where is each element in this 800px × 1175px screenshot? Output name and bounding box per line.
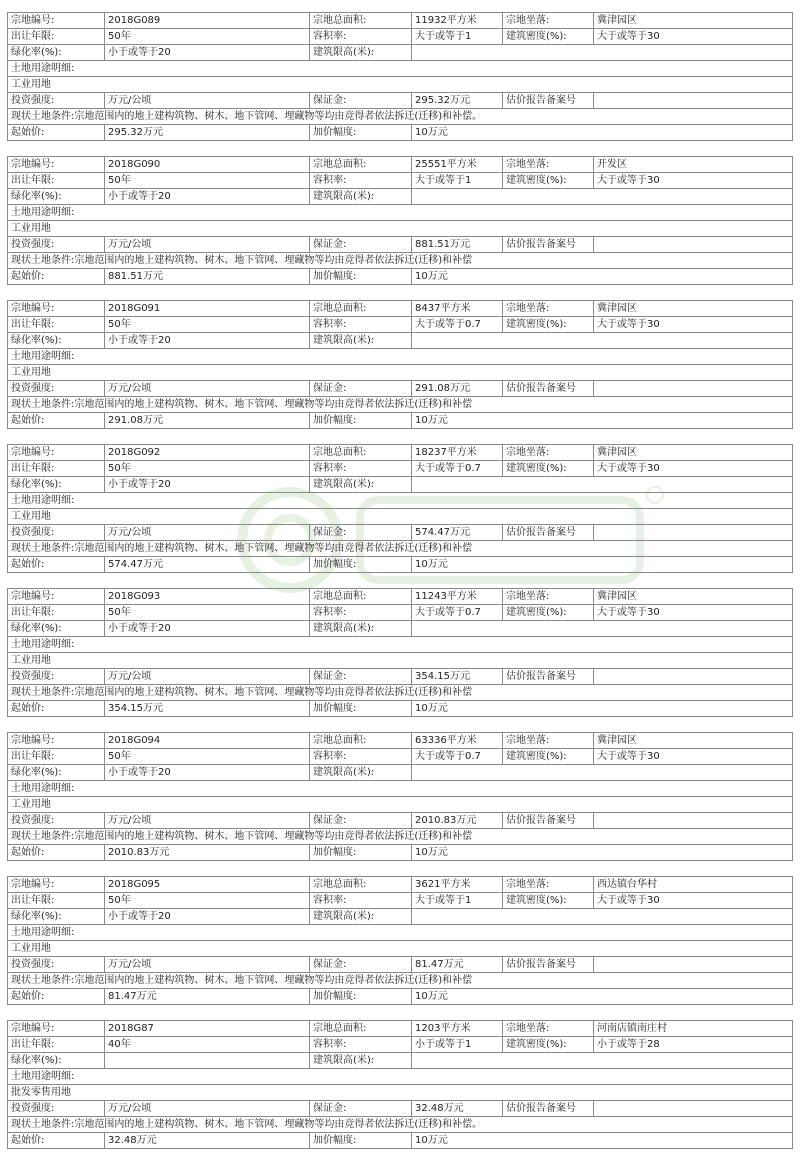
invest-value: 万元/公顷 xyxy=(105,525,310,541)
plot-ratio-label: 容积率: xyxy=(310,317,412,333)
report-label: 估价报告备案号 xyxy=(503,1101,594,1117)
parcel-no-label: 宗地编号: xyxy=(8,445,105,461)
condition-value: 宗地范围内的地上建构筑物、树木、地下管网、埋藏物等均由竞得者依法拆迁(迁移)和补偿 xyxy=(74,255,473,266)
total-area-value: 1203平方米 xyxy=(412,1021,503,1037)
density-label: 建筑密度(%): xyxy=(503,893,594,909)
parcel-block xyxy=(7,732,792,861)
term-value: 40年 xyxy=(105,1037,310,1053)
height-label: 建筑限高(米): xyxy=(310,189,412,205)
invest-value: 万元/公顷 xyxy=(105,813,310,829)
start-price-label: 起始价: xyxy=(8,1133,105,1149)
deposit-label: 保证金: xyxy=(310,669,412,685)
green-label: 绿化率(%): xyxy=(8,765,105,781)
parcel-no-label: 宗地编号: xyxy=(8,877,105,893)
increment-value: 10万元 xyxy=(412,701,793,717)
parcel-no-value: 2018G095 xyxy=(105,877,310,893)
increment-label: 加价幅度: xyxy=(310,557,412,573)
plot-ratio-value: 大于或等于1 xyxy=(412,29,503,45)
plot-ratio-label: 容积率: xyxy=(310,461,412,477)
location-label: 宗地坐落: xyxy=(503,733,594,749)
parcel-table xyxy=(7,1020,793,1149)
start-price-value: 354.15万元 xyxy=(105,701,310,717)
total-area-value: 11932平方米 xyxy=(412,13,503,29)
increment-value: 10万元 xyxy=(412,269,793,285)
invest-label: 投资强度: xyxy=(8,669,105,685)
deposit-label: 保证金: xyxy=(310,957,412,973)
green-value: 小于或等于20 xyxy=(105,477,310,493)
deposit-value: 2010.83万元 xyxy=(412,813,503,829)
invest-label: 投资强度: xyxy=(8,93,105,109)
plot-ratio-value: 大于或等于1 xyxy=(412,173,503,189)
condition-value: 宗地范围内的地上建构筑物、树木、地下管网、埋藏物等均由竞得者依法拆迁(迁移)和补偿 xyxy=(74,687,473,698)
parcel-no-label: 宗地编号: xyxy=(8,1021,105,1037)
deposit-value: 295.32万元 xyxy=(412,93,503,109)
plot-ratio-value: 大于或等于0.7 xyxy=(412,461,503,477)
condition-label: 现状土地条件: xyxy=(11,831,75,842)
parcel-no-label: 宗地编号: xyxy=(8,733,105,749)
parcel-block xyxy=(7,12,792,141)
increment-value: 10万元 xyxy=(412,557,793,573)
condition-label: 现状土地条件: xyxy=(11,399,75,410)
green-value: 小于或等于20 xyxy=(105,621,310,637)
use-value: 工业用地 xyxy=(8,77,793,93)
parcel-no-value: 2018G094 xyxy=(105,733,310,749)
total-area-label: 宗地总面积: xyxy=(310,877,412,893)
height-label: 建筑限高(米): xyxy=(310,621,412,637)
height-label: 建筑限高(米): xyxy=(310,909,412,925)
deposit-value: 354.15万元 xyxy=(412,669,503,685)
plot-ratio-value: 大于或等于0.7 xyxy=(412,317,503,333)
parcel-no-value: 2018G87 xyxy=(105,1021,310,1037)
start-price-label: 起始价: xyxy=(8,413,105,429)
condition-label: 现状土地条件: xyxy=(11,255,75,266)
height-value xyxy=(412,909,793,925)
total-area-value: 18237平方米 xyxy=(412,445,503,461)
total-area-label: 宗地总面积: xyxy=(310,157,412,173)
total-area-value: 11243平方米 xyxy=(412,589,503,605)
parcel-block xyxy=(7,876,792,1005)
location-label: 宗地坐落: xyxy=(503,445,594,461)
height-value xyxy=(412,1053,793,1069)
parcel-no-value: 2018G090 xyxy=(105,157,310,173)
green-label: 绿化率(%): xyxy=(8,477,105,493)
use-detail-label: 土地用途明细: xyxy=(8,1069,793,1085)
use-detail-label: 土地用途明细: xyxy=(8,925,793,941)
total-area-value: 25551平方米 xyxy=(412,157,503,173)
term-label: 出让年限: xyxy=(8,173,105,189)
increment-label: 加价幅度: xyxy=(310,413,412,429)
height-value xyxy=(412,765,793,781)
term-value: 50年 xyxy=(105,317,310,333)
parcel-block xyxy=(7,1020,792,1149)
green-value: 小于或等于20 xyxy=(105,909,310,925)
term-label: 出让年限: xyxy=(8,749,105,765)
density-value: 小于或等于28 xyxy=(594,1037,793,1053)
density-label: 建筑密度(%): xyxy=(503,173,594,189)
condition-value: 宗地范围内的地上建构筑物、树木、地下管网、埋藏物等均由竞得者依法拆迁(迁移)和补偿 xyxy=(74,399,473,410)
total-area-label: 宗地总面积: xyxy=(310,733,412,749)
total-area-label: 宗地总面积: xyxy=(310,589,412,605)
increment-value: 10万元 xyxy=(412,1133,793,1149)
invest-value: 万元/公顷 xyxy=(105,381,310,397)
use-detail-label: 土地用途明细: xyxy=(8,205,793,221)
parcel-block xyxy=(7,156,792,285)
green-label: 绿化率(%): xyxy=(8,909,105,925)
report-label: 估价报告备案号 xyxy=(503,813,594,829)
location-value: 河南店镇南庄村 xyxy=(594,1021,793,1037)
increment-label: 加价幅度: xyxy=(310,1133,412,1149)
use-value: 工业用地 xyxy=(8,221,793,237)
start-price-value: 32.48万元 xyxy=(105,1133,310,1149)
total-area-value: 8437平方米 xyxy=(412,301,503,317)
plot-ratio-label: 容积率: xyxy=(310,749,412,765)
total-area-label: 宗地总面积: xyxy=(310,445,412,461)
deposit-label: 保证金: xyxy=(310,381,412,397)
increment-value: 10万元 xyxy=(412,845,793,861)
increment-label: 加价幅度: xyxy=(310,989,412,1005)
term-value: 50年 xyxy=(105,173,310,189)
report-label: 估价报告备案号 xyxy=(503,957,594,973)
deposit-label: 保证金: xyxy=(310,525,412,541)
plot-ratio-value: 大于或等于0.7 xyxy=(412,605,503,621)
location-value: 冀津园区 xyxy=(594,13,793,29)
condition-row xyxy=(8,685,793,701)
parcel-no-label: 宗地编号: xyxy=(8,301,105,317)
parcel-table xyxy=(7,300,793,429)
height-label: 建筑限高(米): xyxy=(310,477,412,493)
term-label: 出让年限: xyxy=(8,1037,105,1053)
invest-value: 万元/公顷 xyxy=(105,1101,310,1117)
plot-ratio-value: 小于或等于1 xyxy=(412,1037,503,1053)
plot-ratio-label: 容积率: xyxy=(310,1037,412,1053)
parcel-block xyxy=(7,588,792,717)
location-label: 宗地坐落: xyxy=(503,589,594,605)
term-label: 出让年限: xyxy=(8,461,105,477)
start-price-label: 起始价: xyxy=(8,125,105,141)
use-detail-label: 土地用途明细: xyxy=(8,61,793,77)
condition-row xyxy=(8,397,793,413)
parcel-table xyxy=(7,12,793,141)
start-price-value: 2010.83万元 xyxy=(105,845,310,861)
location-value: 冀津园区 xyxy=(594,445,793,461)
condition-value: 宗地范围内的地上建构筑物、树木、地下管网、埋藏物等均由竞得者依法拆迁(迁移)和补偿 xyxy=(74,975,473,986)
invest-label: 投资强度: xyxy=(8,813,105,829)
report-value xyxy=(594,237,793,253)
deposit-value: 881.51万元 xyxy=(412,237,503,253)
start-price-label: 起始价: xyxy=(8,557,105,573)
start-price-value: 81.47万元 xyxy=(105,989,310,1005)
plot-ratio-label: 容积率: xyxy=(310,893,412,909)
increment-label: 加价幅度: xyxy=(310,125,412,141)
start-price-label: 起始价: xyxy=(8,269,105,285)
report-label: 估价报告备案号 xyxy=(503,525,594,541)
deposit-label: 保证金: xyxy=(310,1101,412,1117)
plot-ratio-label: 容积率: xyxy=(310,605,412,621)
increment-value: 10万元 xyxy=(412,989,793,1005)
density-label: 建筑密度(%): xyxy=(503,749,594,765)
density-value: 大于或等于30 xyxy=(594,29,793,45)
term-value: 50年 xyxy=(105,749,310,765)
report-value xyxy=(594,381,793,397)
green-label: 绿化率(%): xyxy=(8,333,105,349)
invest-value: 万元/公顷 xyxy=(105,957,310,973)
green-label: 绿化率(%): xyxy=(8,621,105,637)
report-value xyxy=(594,93,793,109)
density-value: 大于或等于30 xyxy=(594,461,793,477)
location-value: 冀津园区 xyxy=(594,301,793,317)
increment-label: 加价幅度: xyxy=(310,845,412,861)
parcel-table xyxy=(7,876,793,1005)
density-label: 建筑密度(%): xyxy=(503,317,594,333)
start-price-label: 起始价: xyxy=(8,701,105,717)
green-value: 小于或等于20 xyxy=(105,45,310,61)
total-area-label: 宗地总面积: xyxy=(310,1021,412,1037)
invest-label: 投资强度: xyxy=(8,237,105,253)
deposit-value: 81.47万元 xyxy=(412,957,503,973)
term-label: 出让年限: xyxy=(8,29,105,45)
use-detail-label: 土地用途明细: xyxy=(8,493,793,509)
parcel-table xyxy=(7,588,793,717)
total-area-value: 63336平方米 xyxy=(412,733,503,749)
condition-label: 现状土地条件: xyxy=(11,975,75,986)
increment-label: 加价幅度: xyxy=(310,701,412,717)
condition-row xyxy=(8,973,793,989)
report-value xyxy=(594,813,793,829)
height-value xyxy=(412,45,793,61)
parcel-no-label: 宗地编号: xyxy=(8,157,105,173)
increment-label: 加价幅度: xyxy=(310,269,412,285)
density-value: 大于或等于30 xyxy=(594,749,793,765)
location-label: 宗地坐落: xyxy=(503,157,594,173)
location-value: 冀津园区 xyxy=(594,589,793,605)
use-value: 工业用地 xyxy=(8,941,793,957)
use-value: 批发零售用地 xyxy=(8,1085,793,1101)
deposit-value: 32.48万元 xyxy=(412,1101,503,1117)
location-value: 西达镇台华村 xyxy=(594,877,793,893)
location-label: 宗地坐落: xyxy=(503,1021,594,1037)
condition-row xyxy=(8,253,793,269)
term-value: 50年 xyxy=(105,29,310,45)
green-label: 绿化率(%): xyxy=(8,189,105,205)
term-label: 出让年限: xyxy=(8,317,105,333)
height-label: 建筑限高(米): xyxy=(310,333,412,349)
start-price-label: 起始价: xyxy=(8,989,105,1005)
parcel-block xyxy=(7,444,792,573)
term-value: 50年 xyxy=(105,461,310,477)
height-value xyxy=(412,333,793,349)
condition-value: 宗地范围内的地上建构筑物、树木、地下管网、埋藏物等均由竞得者依法拆迁(迁移)和补偿。 xyxy=(74,111,483,122)
report-label: 估价报告备案号 xyxy=(503,237,594,253)
condition-row xyxy=(8,829,793,845)
parcel-block xyxy=(7,300,792,429)
start-price-value: 574.47万元 xyxy=(105,557,310,573)
height-value xyxy=(412,621,793,637)
use-detail-label: 土地用途明细: xyxy=(8,637,793,653)
height-label: 建筑限高(米): xyxy=(310,1053,412,1069)
report-label: 估价报告备案号 xyxy=(503,381,594,397)
report-label: 估价报告备案号 xyxy=(503,669,594,685)
deposit-value: 574.47万元 xyxy=(412,525,503,541)
term-label: 出让年限: xyxy=(8,605,105,621)
deposit-label: 保证金: xyxy=(310,237,412,253)
invest-value: 万元/公顷 xyxy=(105,669,310,685)
density-value: 大于或等于30 xyxy=(594,173,793,189)
start-price-label: 起始价: xyxy=(8,845,105,861)
parcel-no-value: 2018G093 xyxy=(105,589,310,605)
condition-row xyxy=(8,541,793,557)
density-label: 建筑密度(%): xyxy=(503,29,594,45)
invest-label: 投资强度: xyxy=(8,957,105,973)
condition-label: 现状土地条件: xyxy=(11,687,75,698)
use-value: 工业用地 xyxy=(8,653,793,669)
parcel-no-value: 2018G091 xyxy=(105,301,310,317)
location-value: 开发区 xyxy=(594,157,793,173)
invest-value: 万元/公顷 xyxy=(105,93,310,109)
start-price-value: 295.32万元 xyxy=(105,125,310,141)
deposit-label: 保证金: xyxy=(310,93,412,109)
condition-label: 现状土地条件: xyxy=(11,1119,75,1130)
total-area-value: 3621平方米 xyxy=(412,877,503,893)
report-value xyxy=(594,669,793,685)
plot-ratio-label: 容积率: xyxy=(310,29,412,45)
green-value xyxy=(105,1053,310,1069)
density-value: 大于或等于30 xyxy=(594,605,793,621)
total-area-label: 宗地总面积: xyxy=(310,301,412,317)
condition-row xyxy=(8,1117,793,1133)
density-label: 建筑密度(%): xyxy=(503,1037,594,1053)
start-price-value: 881.51万元 xyxy=(105,269,310,285)
total-area-label: 宗地总面积: xyxy=(310,13,412,29)
invest-label: 投资强度: xyxy=(8,525,105,541)
green-label: 绿化率(%): xyxy=(8,45,105,61)
height-label: 建筑限高(米): xyxy=(310,765,412,781)
use-value: 工业用地 xyxy=(8,797,793,813)
term-label: 出让年限: xyxy=(8,893,105,909)
location-value: 冀津园区 xyxy=(594,733,793,749)
location-label: 宗地坐落: xyxy=(503,301,594,317)
plot-ratio-label: 容积率: xyxy=(310,173,412,189)
parcel-table xyxy=(7,732,793,861)
increment-value: 10万元 xyxy=(412,413,793,429)
density-label: 建筑密度(%): xyxy=(503,461,594,477)
density-value: 大于或等于30 xyxy=(594,893,793,909)
green-label: 绿化率(%): xyxy=(8,1053,105,1069)
start-price-value: 291.08万元 xyxy=(105,413,310,429)
report-value xyxy=(594,957,793,973)
condition-value: 宗地范围内的地上建构筑物、树木、地下管网、埋藏物等均由竞得者依法拆迁(迁移)和补偿 xyxy=(74,543,473,554)
height-value xyxy=(412,189,793,205)
height-value xyxy=(412,477,793,493)
condition-label: 现状土地条件: xyxy=(11,543,75,554)
density-label: 建筑密度(%): xyxy=(503,605,594,621)
use-detail-label: 土地用途明细: xyxy=(8,349,793,365)
parcel-no-value: 2018G089 xyxy=(105,13,310,29)
use-value: 工业用地 xyxy=(8,509,793,525)
parcel-table xyxy=(7,444,793,573)
invest-label: 投资强度: xyxy=(8,1101,105,1117)
increment-value: 10万元 xyxy=(412,125,793,141)
invest-value: 万元/公顷 xyxy=(105,237,310,253)
height-label: 建筑限高(米): xyxy=(310,45,412,61)
condition-value: 宗地范围内的地上建构筑物、树木、地下管网、埋藏物等均由竞得者依法拆迁(迁移)和补偿 xyxy=(74,831,473,842)
plot-ratio-value: 大于或等于1 xyxy=(412,893,503,909)
parcel-no-label: 宗地编号: xyxy=(8,589,105,605)
green-value: 小于或等于20 xyxy=(105,765,310,781)
location-label: 宗地坐落: xyxy=(503,877,594,893)
density-value: 大于或等于30 xyxy=(594,317,793,333)
parcel-no-value: 2018G092 xyxy=(105,445,310,461)
term-value: 50年 xyxy=(105,893,310,909)
report-label: 估价报告备案号 xyxy=(503,93,594,109)
report-value xyxy=(594,525,793,541)
parcel-table xyxy=(7,156,793,285)
deposit-label: 保证金: xyxy=(310,813,412,829)
term-value: 50年 xyxy=(105,605,310,621)
use-detail-label: 土地用途明细: xyxy=(8,781,793,797)
condition-label: 现状土地条件: xyxy=(11,111,75,122)
location-label: 宗地坐落: xyxy=(503,13,594,29)
green-value: 小于或等于20 xyxy=(105,333,310,349)
condition-value: 宗地范围内的地上建构筑物、树木、地下管网、埋藏物等均由竞得者依法拆迁(迁移)和补偿。 xyxy=(74,1119,483,1130)
invest-label: 投资强度: xyxy=(8,381,105,397)
condition-row xyxy=(8,109,793,125)
parcel-no-label: 宗地编号: xyxy=(8,13,105,29)
use-value: 工业用地 xyxy=(8,365,793,381)
deposit-value: 291.08万元 xyxy=(412,381,503,397)
report-value xyxy=(594,1101,793,1117)
plot-ratio-value: 大于或等于0.7 xyxy=(412,749,503,765)
green-value: 小于或等于20 xyxy=(105,189,310,205)
